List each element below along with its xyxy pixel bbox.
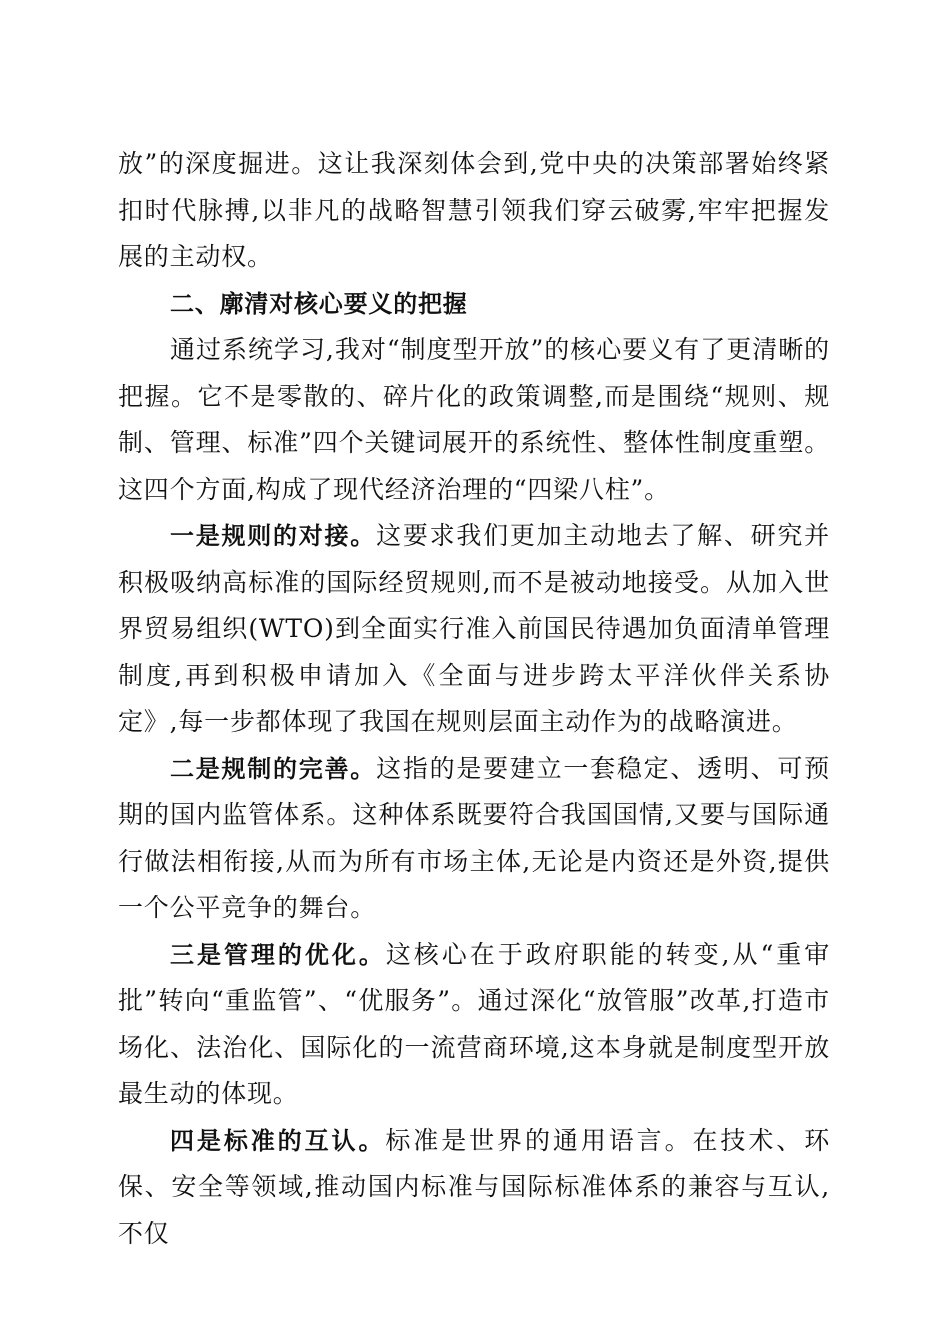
paragraph-continuation: 放”的深度掘进。这让我深刻体会到,党中央的决策部署始终紧扣时代脉搏,以非凡的战略智慧引领我们穿云破雾,牢牢把握发展的主动权。 (118, 149, 830, 271)
paragraph-lead: 二是规制的完善。 (170, 754, 377, 783)
document-body (118, 141, 830, 1257)
paragraph-text: 这指的是要建立一套稳定、透明、可预期的国内监管体系。这种体系既要符合我国国情,又要与国际通行做法相衔接,从而为所有市场主体,无论是内资还是外资,提供一个公平竞争的舞台。 (118, 753, 830, 922)
paragraph-intro: 通过系统学习,我对“制度型开放”的核心要义有了更清晰的把握。它不是零散的、碎片化的政策调整,而是围绕“规则、规制、管理、标准”四个关键词展开的系统性、整体性制度重塑。这四个方面,构成了现代经济治理的“四梁八柱”。 (118, 335, 830, 504)
paragraph-management (118, 932, 830, 1118)
paragraph-rules (118, 513, 830, 746)
section-heading: 二、廓清对核心要义的把握 (170, 289, 468, 318)
paragraph-lead: 四是标准的互认。 (170, 1126, 386, 1155)
paragraph-lead: 一是规则的对接。 (170, 522, 377, 550)
paragraph-lead: 三是管理的优化。 (170, 940, 386, 969)
paragraph-regulation (118, 746, 830, 932)
paragraph-text: 标准是世界的通用语言。在技术、环保、安全等领域,推动国内标准与国际标准体系的兼容与互认,不仅 (118, 1125, 830, 1248)
paragraph-text: 这要求我们更加主动地去了解、研究并积极吸纳高标准的国际经贸规则,而不是被动地接受。从加入世界贸易组织(WTO)到全面实行准入前国民待遇加负面清单管理制度,再到积极申请加入《全面与进步跨太平洋伙伴关系协定》,每一步都体现了我国在规则层面主动作为的战略演进。 (118, 521, 830, 736)
paragraph-text: 这核心在于政府职能的转变,从“重审批”转向“重监管”、“优服务”。通过深化“放管服”改革,打造市场化、法治化、国际化的一流营商环境,这本身就是制度型开放最生动的体现。 (118, 939, 830, 1108)
paragraph-standards (118, 1118, 830, 1258)
